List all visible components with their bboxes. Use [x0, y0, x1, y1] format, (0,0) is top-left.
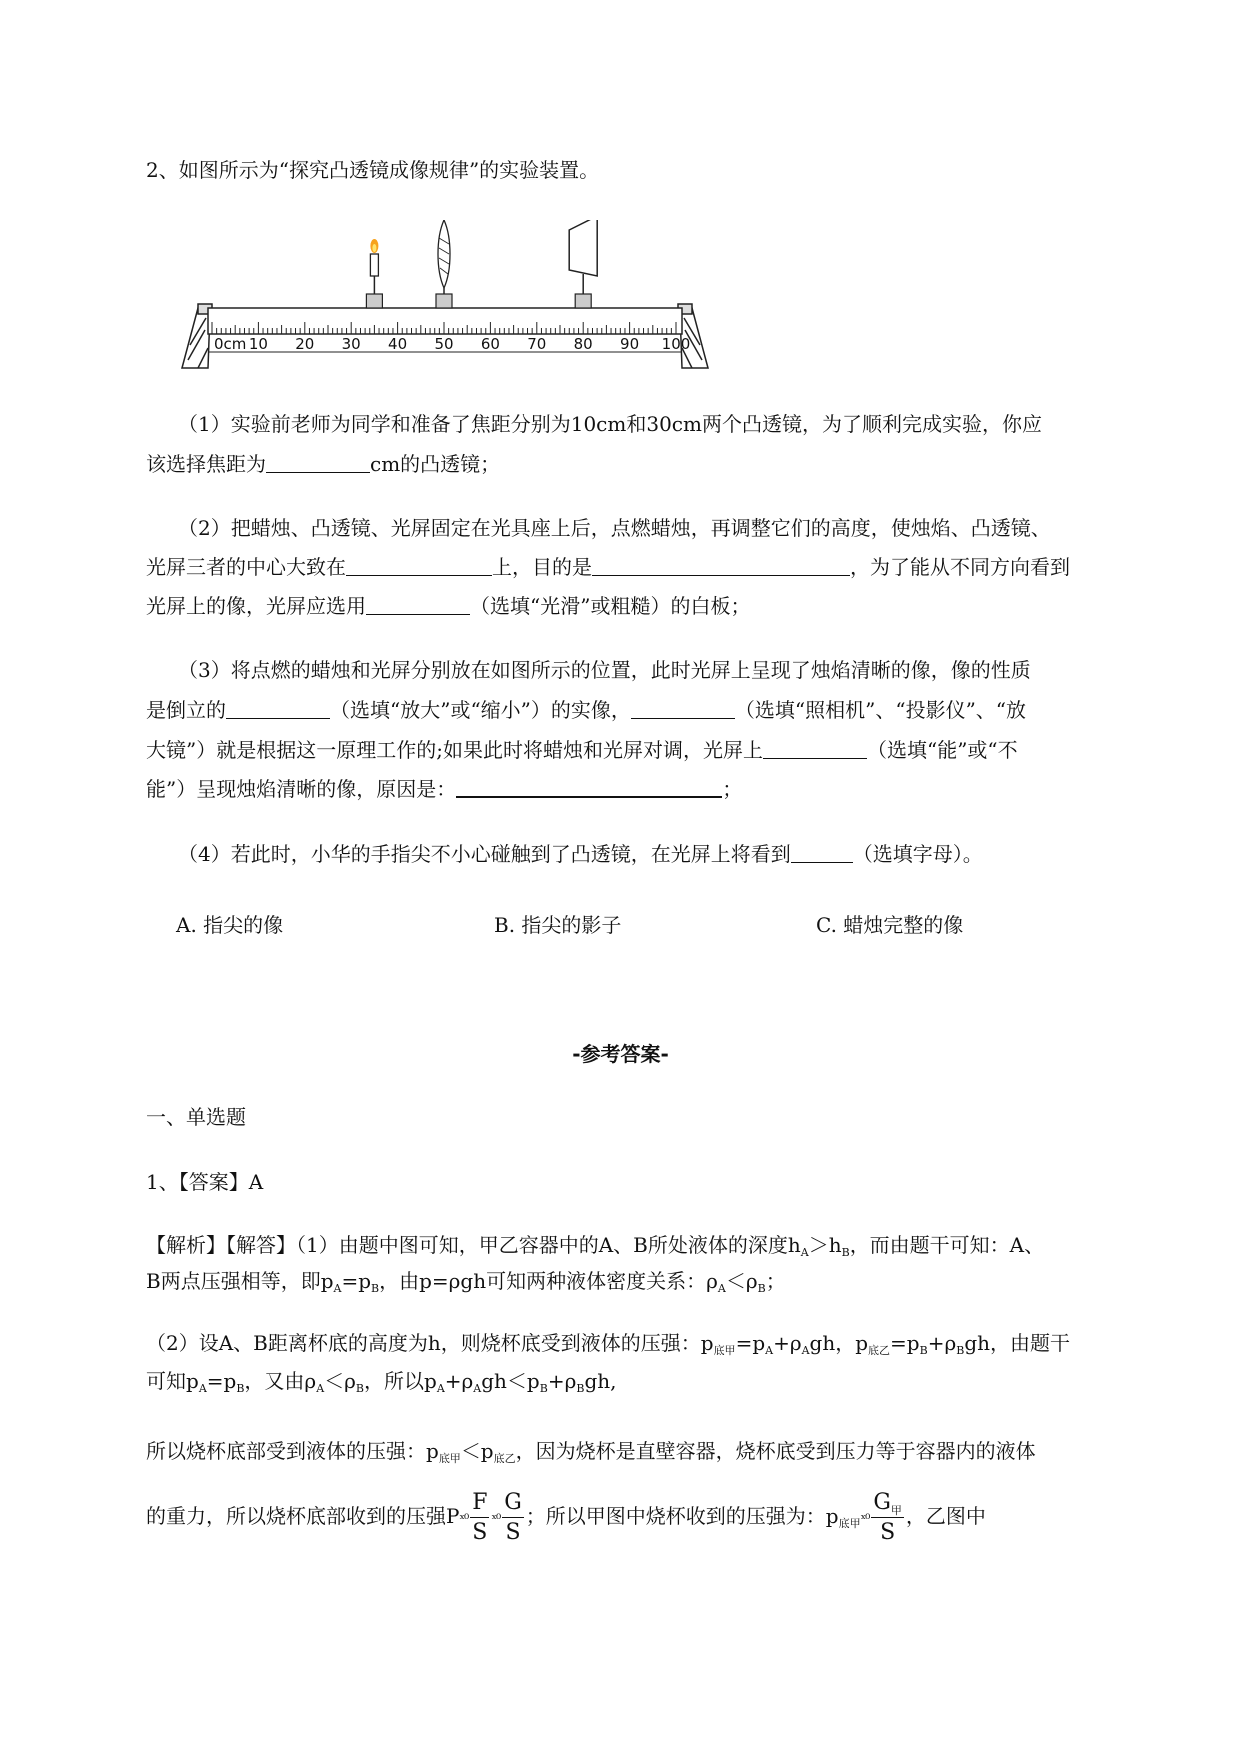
text: ＜ρ	[725, 1269, 758, 1293]
ruler-labels	[214, 335, 690, 353]
text: gh，由题干	[964, 1331, 1070, 1355]
subscript: A	[717, 1282, 726, 1295]
answer-q1: 1、【答案】A	[146, 1170, 264, 1194]
subscript: B	[371, 1282, 380, 1295]
text: +ρ	[444, 1369, 474, 1393]
text: 光屏三者的中心大致在	[146, 555, 346, 579]
answer-blank-device[interactable]	[631, 696, 735, 719]
text: ＞h	[808, 1233, 842, 1257]
part1-line2	[146, 448, 500, 480]
text: （选填“光滑”或粗糙）的白板；	[470, 594, 751, 618]
option-c[interactable]: C. 蜡烛完整的像	[816, 913, 964, 937]
optical-bench-figure	[180, 220, 710, 375]
part1-line1: （1）实验前老师为同学和准备了焦距分别为10cm和30cm两个凸透镜，为了顺利完成实验，你应	[178, 412, 1042, 436]
text: cm的凸透镜；	[370, 452, 501, 476]
answer-blank-height[interactable]	[346, 553, 492, 576]
text: ，为了能从不同方向看到	[850, 555, 1070, 579]
answer-section-title: -参考答案-	[572, 1042, 669, 1066]
subscript: B	[576, 1382, 585, 1395]
ruler-label: 80	[573, 335, 593, 353]
subscript: A	[765, 1344, 774, 1357]
subscript: 甲	[890, 1503, 902, 1517]
text: 的重力，所以烧杯底部收到的压强P	[146, 1504, 460, 1528]
text: 光屏上的像，光屏应选用	[146, 594, 366, 618]
numerator	[871, 1489, 904, 1518]
text: ，所以p	[364, 1369, 437, 1393]
section-heading: 一、单选题	[146, 1105, 246, 1129]
denominator: S	[505, 1519, 521, 1545]
ruler-label: 10	[248, 335, 268, 353]
formula-glyph: ₓ₀	[860, 1508, 870, 1523]
numerator: G	[502, 1492, 524, 1518]
denominator: S	[880, 1519, 896, 1545]
text: （选填字母）。	[852, 842, 983, 866]
explanation-line5	[146, 1435, 1036, 1475]
text: +ρ	[547, 1369, 577, 1393]
part3-line2	[146, 694, 1026, 726]
answer-blank-reason[interactable]	[456, 774, 722, 798]
text: 大镜”）就是根据这一原理工作的;如果此时将蜡烛和光屏对调，光屏上	[146, 738, 763, 762]
text: ；	[722, 777, 743, 801]
option-a[interactable]: A. 指尖的像	[176, 913, 284, 937]
text: ；	[765, 1269, 786, 1293]
subscript: 底甲	[713, 1344, 736, 1357]
text: =p	[341, 1269, 372, 1293]
explanation-line3	[146, 1327, 1070, 1367]
text: （选填“照相机”、“投影仪”、“放	[734, 698, 1027, 722]
text: （选填“放大”或“缩小”）的实像，	[330, 698, 631, 722]
text: ，乙图中	[905, 1504, 986, 1528]
text: G	[873, 1489, 891, 1515]
text: ，又由ρ	[244, 1369, 317, 1393]
fraction-g-over-s	[502, 1489, 524, 1545]
subscript: 底甲	[438, 1452, 461, 1465]
text: ；所以甲图中烧杯收到的压强为：p	[525, 1504, 839, 1528]
subscript: 底乙	[868, 1344, 891, 1357]
text: ，而由题干可知：A、	[849, 1233, 1045, 1257]
part3-line1: （3）将点燃的蜡烛和光屏分别放在如图所示的位置，此时光屏上呈现了烛焰清晰的像，像的性质	[178, 658, 1031, 682]
formula-glyph: ₓ₀	[491, 1508, 501, 1523]
text: （2）设A、B距离杯底的高度为h，则烧杯底受到液体的压强：p	[146, 1331, 714, 1355]
part2-line1: （2）把蜡烛、凸透镜、光屏固定在光具座上后，点燃蜡烛，再调整它们的高度，使烛焰、凸透镜、	[178, 516, 1051, 540]
text: B两点压强相等，即p	[146, 1269, 334, 1293]
text: （选填“能”或“不	[866, 738, 1018, 762]
answer-blank-can[interactable]	[763, 736, 867, 759]
text: gh，p	[809, 1331, 869, 1355]
explanation-line2	[146, 1265, 786, 1305]
text: +ρ	[773, 1331, 802, 1355]
text: =p	[206, 1369, 237, 1393]
subscript: A	[198, 1382, 207, 1395]
text: 上，目的是	[492, 555, 592, 579]
text: 是倒立的	[146, 698, 226, 722]
explanation-line6	[146, 1486, 986, 1554]
ruler-label: 60	[480, 335, 500, 353]
ruler-label: 50	[434, 335, 454, 353]
text: ＜ρ	[324, 1369, 356, 1393]
explanation-line1	[146, 1229, 1044, 1269]
text: ＜p	[460, 1439, 494, 1463]
text: ，因为烧杯是直壁容器，烧杯底受到压力等于容器内的液体	[515, 1439, 1036, 1463]
subscript: B	[919, 1344, 928, 1357]
text: =p	[735, 1331, 766, 1355]
text: gh,	[584, 1369, 617, 1393]
text: +ρ	[927, 1331, 957, 1355]
option-b[interactable]: B. 指尖的影子	[494, 913, 622, 937]
subscript: A	[316, 1382, 325, 1395]
ruler-label: 90	[620, 335, 640, 353]
text: 能”）呈现烛焰清晰的像，原因是：	[146, 777, 457, 801]
ruler-label: 40	[388, 335, 408, 353]
subscript: A	[801, 1344, 810, 1357]
answer-blank-purpose[interactable]	[592, 553, 850, 576]
explanation-line4	[146, 1365, 616, 1405]
text: 可知p	[146, 1369, 199, 1393]
part4-line1	[178, 838, 983, 870]
subscript: A	[333, 1282, 342, 1295]
fraction-f-over-s	[470, 1489, 489, 1545]
answer-blank-choice[interactable]	[791, 840, 853, 863]
answer-blank-surface[interactable]	[366, 592, 470, 615]
part2-line2	[146, 551, 1070, 583]
numerator: F	[470, 1492, 489, 1518]
subscript: 底乙	[493, 1452, 516, 1465]
text: =p	[890, 1331, 920, 1355]
subscript: A	[436, 1382, 445, 1395]
text: 【解析】【解答】（1）由题中图可知，甲乙容器中的A、B所处液体的深度h	[146, 1233, 801, 1257]
ruler-label: 100	[661, 335, 691, 353]
subscript: B	[841, 1246, 850, 1259]
part3-line3	[146, 734, 1018, 766]
ruler-label: 70	[527, 335, 547, 353]
text: gh＜p	[481, 1369, 540, 1393]
subscript: B	[757, 1282, 766, 1295]
convex-lens-icon	[436, 220, 452, 308]
candle-icon	[366, 239, 382, 308]
subscript: B	[539, 1382, 548, 1395]
text: 该选择焦距为	[146, 452, 266, 476]
question-stem: 2、如图所示为“探究凸透镜成像规律”的实验装置。	[146, 158, 600, 182]
answer-blank-focal-length[interactable]	[266, 450, 370, 473]
denominator: S	[472, 1519, 488, 1545]
ruler-label: 0cm	[214, 335, 247, 353]
ruler-label: 20	[295, 335, 315, 353]
part2-line3	[146, 590, 750, 622]
subscript: A	[800, 1246, 809, 1259]
subscript: A	[473, 1382, 482, 1395]
text: （4）若此时，小华的手指尖不小心碰触到了凸透镜，在光屏上将看到	[178, 842, 791, 866]
text: 所以烧杯底部受到液体的压强：p	[146, 1439, 439, 1463]
light-screen-icon	[569, 220, 597, 308]
part3-line4	[146, 773, 742, 805]
fraction-g-jia-over-s	[871, 1489, 904, 1545]
subscript: B	[956, 1344, 965, 1357]
ruler-label: 30	[341, 335, 361, 353]
subscript: 底甲	[838, 1517, 861, 1530]
formula-glyph: ₓ₀	[459, 1508, 469, 1523]
answer-blank-size[interactable]	[226, 696, 330, 719]
text: ，由p=ρgh可知两种液体密度关系：ρ	[379, 1269, 718, 1293]
subscript: B	[355, 1382, 364, 1395]
subscript: B	[236, 1382, 245, 1395]
